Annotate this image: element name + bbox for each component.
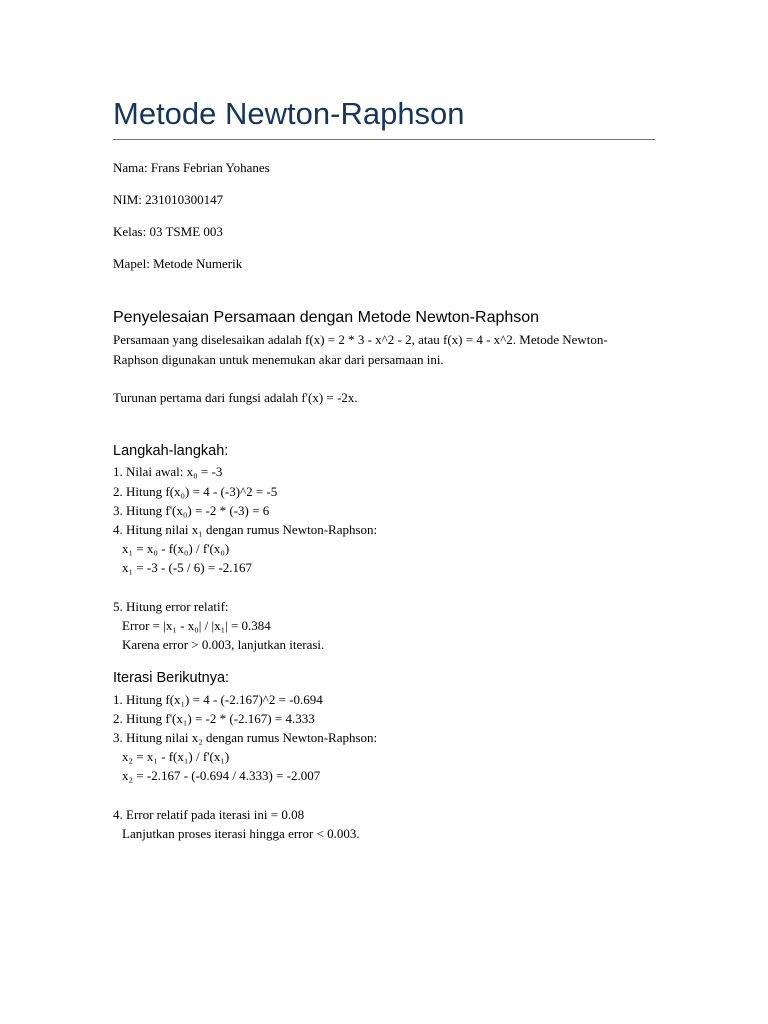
formula-line: Error = |x₁ - x₀| / |x₁| = 0.384 (122, 618, 271, 633)
student-nim: NIM: 231010300147 (113, 192, 224, 207)
note-line: Lanjutkan proses iterasi hingga error < 0.003. (122, 826, 360, 841)
equation-paragraph: Persamaan yang diselesaikan adalah f(x) = 2 * 3 - x^2 - 2, atau f(x) = 4 - x^2. Metode Newton-Raphson digunakan untuk menemukan akar dari persamaan ini. (113, 332, 608, 367)
formula-line: x₂ = x₁ - f(x₁) / f'(x₁) (122, 749, 230, 764)
section-heading: Penyelesaian Persamaan dengan Metode Newton-Raphson (113, 309, 540, 326)
step-line: 4. Error relatif pada iterasi ini = 0.08 (113, 807, 305, 822)
step-line: 5. Hitung error relatif: (113, 599, 229, 614)
formula-line: x₂ = -2.167 - (-0.694 / 4.333) = -2.007 (122, 768, 321, 783)
formula-line: x₁ = x₀ - f(x₀) / f'(x₀) (122, 541, 230, 556)
next-iteration-heading: Iterasi Berikutnya: (113, 670, 230, 686)
steps-heading: Langkah-langkah: (113, 443, 229, 459)
step-line: 2. Hitung f'(x₁) = -2 * (-2.167) = 4.333 (113, 711, 315, 726)
note-line: Karena error > 0.003, lanjutkan iterasi. (122, 637, 325, 652)
derivative-text: Turunan pertama dari fungsi adalah f'(x) = -2x. (113, 390, 358, 405)
step-line: 3. Hitung f'(x₀) = -2 * (-3) = 6 (113, 503, 270, 518)
page-title: Metode Newton-Raphson (113, 96, 465, 131)
step-line: 1. Hitung f(x₁) = 4 - (-2.167)^2 = -0.694 (113, 692, 323, 707)
step-line: 3. Hitung nilai x₂ dengan rumus Newton-Raphson: (113, 730, 378, 745)
formula-line: x₁ = -3 - (-5 / 6) = -2.167 (122, 560, 253, 575)
title-divider (113, 139, 655, 140)
student-class: Kelas: 03 TSME 003 (113, 224, 223, 239)
step-line: 1. Nilai awal: x₀ = -3 (113, 464, 223, 479)
step-line: 2. Hitung f(x₀) = 4 - (-3)^2 = -5 (113, 484, 278, 499)
student-name: Nama: Frans Febrian Yohanes (113, 160, 270, 175)
subject: Mapel: Metode Numerik (113, 256, 243, 271)
step-line: 4. Hitung nilai x₁ dengan rumus Newton-Raphson: (113, 522, 378, 537)
